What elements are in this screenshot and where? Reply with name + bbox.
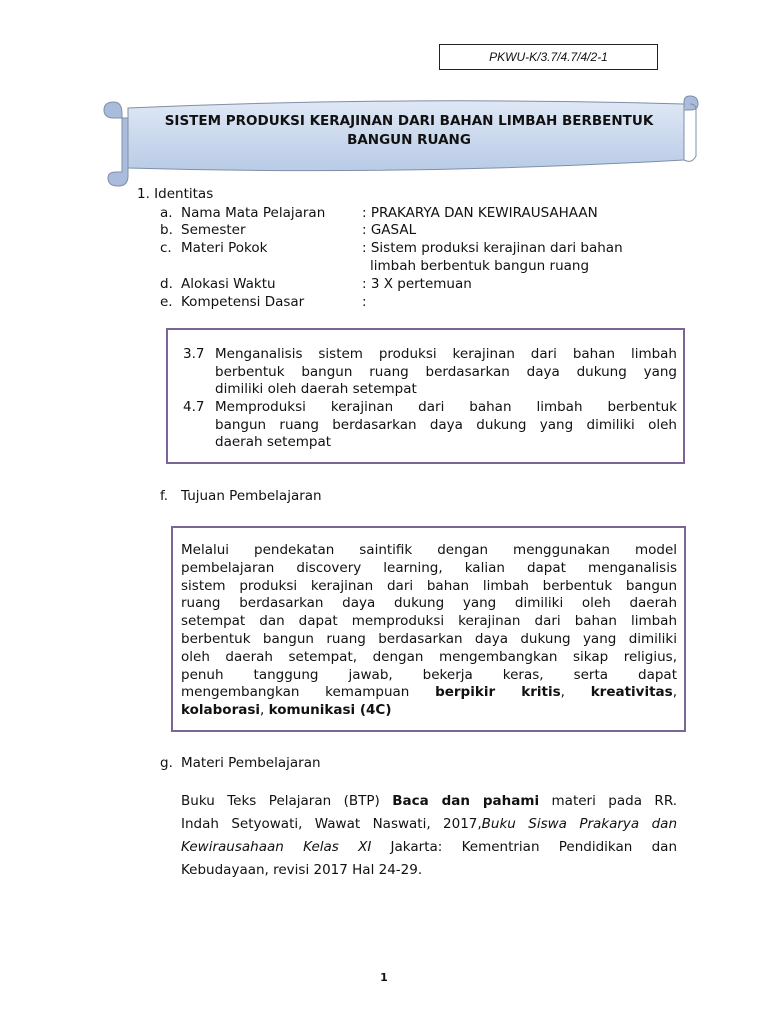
identitas-value-a: : PRAKARYA DAN KEWIRAUSAHAAN (362, 205, 598, 221)
identitas-letter-d: d. (160, 276, 173, 292)
materi-line-2 (181, 813, 677, 836)
identitas-label-b: Semester (181, 222, 246, 238)
document-title-line1: SISTEM PRODUKSI KERAJINAN DARI BAHAN LIMBAH BERBENTUK (164, 113, 654, 129)
materi-line-3 (181, 836, 677, 859)
materi-text (181, 790, 677, 882)
materi-heading: Materi Pembelajaran (181, 755, 321, 771)
materi-text-span: Buku Teks Pelajaran (BTP) (181, 793, 393, 809)
identitas-heading: 1. Identitas (137, 186, 214, 202)
kd-4-7-line: daerah setempat (215, 434, 332, 450)
tujuan-line: berbentuk bangun ruang berdasarkan daya dukung yang dimiliki (181, 630, 677, 647)
tujuan-line: sistem produksi kerajinan dari bahan limbah berbentuk bangun (181, 577, 677, 594)
tujuan-line: ruang berdasarkan daya dukung yang dimiliki oleh daerah (181, 595, 677, 612)
materi-letter: g. (160, 755, 173, 771)
kd-3-7-line: Menganalisis sistem produksi kerajinan dari bahan limbah (215, 346, 677, 362)
kd-number-4-7: 4.7 (183, 399, 205, 415)
tujuan-line9-prefix: mengembangkan kemampuan (181, 684, 436, 701)
tujuan-line: oleh daerah setempat, dengan mengembangkan sikap religius, (181, 648, 677, 665)
skill-separator: , (672, 684, 677, 701)
identitas-label-c: Materi Pokok (181, 240, 268, 256)
tujuan-line-skills (181, 684, 677, 702)
identitas-value-d: : 3 X pertemuan (362, 276, 472, 292)
document-code-box (439, 44, 658, 70)
identitas-label-e: Kompetensi Dasar (181, 294, 305, 310)
kd-number-3-7: 3.7 (183, 346, 205, 362)
skill-separator: , (560, 684, 591, 701)
kd-3-7-line: dimiliki oleh daerah setempat (215, 381, 417, 397)
document-code: PKWU-K/3.7/4.7/4/2-1 (489, 50, 608, 64)
skill-separator: , (260, 702, 269, 719)
identitas-label-d: Alokasi Waktu (181, 276, 276, 292)
tujuan-text (181, 542, 677, 720)
tujuan-line: setempat dan dapat memproduksi kerajinan dari bahan limbah (181, 613, 677, 630)
materi-text-span: materi pada RR. (539, 793, 678, 809)
kd-item-3-7 (215, 346, 677, 399)
kd-3-7-line: berbentuk bangun ruang berdasarkan daya dukung yang (215, 363, 677, 380)
tujuan-line: Melalui pendekatan saintifik dengan menggunakan model (181, 542, 677, 558)
skill-kreativitas: kreativitas (590, 684, 673, 701)
materi-bold-baca: Baca dan pahami (392, 793, 540, 809)
materi-text-span: Jakarta: Kementrian Pendidikan dan (371, 839, 677, 855)
materi-book-title-cont: Kewirausahaan Kelas XI (181, 839, 372, 855)
tujuan-line-skills-2 (181, 702, 677, 720)
identitas-letter-a: a. (160, 205, 173, 221)
materi-line-1 (181, 790, 677, 813)
identitas-value-e: : (362, 294, 367, 310)
identitas-label-a: Nama Mata Pelajaran (181, 205, 326, 221)
kd-item-4-7 (215, 399, 677, 452)
document-title-line2: BANGUN RUANG (347, 132, 471, 148)
identitas-letter-b: b. (160, 222, 173, 238)
document-title (132, 112, 686, 150)
kd-4-7-line: Memproduksi kerajinan dari bahan limbah berbentuk (215, 399, 677, 415)
identitas-value-c-cont: limbah berbentuk bangun ruang (370, 258, 590, 274)
skill-kolaborasi: kolaborasi (181, 702, 260, 719)
page-number: 1 (380, 971, 388, 984)
identitas-value-c: : Sistem produksi kerajinan dari bahan (362, 240, 623, 256)
kd-4-7-line: bangun ruang berdasarkan daya dukung yang dimiliki oleh (215, 416, 677, 433)
tujuan-line: penuh tanggung jawab, bekerja keras, serta dapat (181, 666, 677, 683)
identitas-letter-c: c. (160, 240, 172, 256)
materi-book-title: Buku Siswa Prakarya dan (481, 816, 677, 832)
tujuan-heading: Tujuan Pembelajaran (181, 488, 322, 504)
tujuan-line: pembelajaran discovery learning, kalian dapat menganalisis (181, 559, 677, 576)
materi-text-span: Indah Setyowati, Wawat Naswati, 2017, (181, 816, 482, 832)
identitas-value-b: : GASAL (362, 222, 417, 238)
tujuan-letter: f. (160, 488, 169, 504)
identitas-letter-e: e. (160, 294, 173, 310)
skill-berpikir-kritis: berpikir kritis (435, 684, 561, 701)
materi-line-4: Kebudayaan, revisi 2017 Hal 24-29. (181, 862, 423, 878)
skill-komunikasi: komunikasi (4C) (268, 702, 392, 719)
